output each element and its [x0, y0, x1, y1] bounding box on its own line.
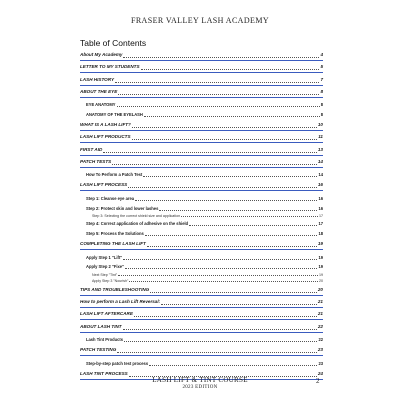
toc-entry-page: 5	[320, 64, 323, 70]
toc-leader-dots	[112, 164, 317, 165]
toc-entry-label: LASH LIFT PROCESS	[80, 182, 128, 188]
toc-entry[interactable]	[80, 119, 323, 131]
footer-edition: 2023 EDITION	[182, 385, 218, 390]
toc-entry-page: 8	[320, 88, 323, 94]
toc-leader-dots	[161, 304, 317, 305]
toc-entry-page: 13	[317, 146, 323, 152]
toc-entry-page: 19	[318, 254, 323, 260]
toc-entry[interactable]	[80, 344, 323, 356]
toc-leader-dots	[117, 352, 317, 353]
toc-entry-label: TIPS AND TROUBLESHOOTING	[80, 286, 150, 292]
toc-entry[interactable]	[80, 109, 323, 119]
toc-entry-page: 4	[320, 52, 323, 58]
toc-entry-label: ABOUT LASH TINT	[80, 323, 122, 329]
toc-leader-dots	[189, 225, 317, 226]
toc-entry-page: 10	[317, 122, 323, 128]
toc-leader-dots	[144, 116, 320, 117]
toc-entry-label: EYE ANATOMY	[86, 102, 116, 108]
toc-leader-dots	[143, 176, 317, 177]
toc-entry-label: How to perform a Lash Lift Reversal:	[80, 299, 161, 305]
toc-entry-page: 19	[317, 241, 323, 247]
toc-entry-label: LASH LIFT AFTERCARE	[80, 311, 133, 317]
toc-entry-label: WHAT IS A LASH LIFT?	[80, 122, 131, 128]
toc-entry-label: Step-by-step patch test process	[86, 360, 149, 366]
toc-entry-page: 19	[319, 272, 323, 277]
toc-entry-page: 14	[317, 158, 323, 164]
toc-entry-label: Apply Step 3 "Nourish"	[92, 278, 129, 283]
toc-entry-page: 18	[318, 231, 323, 237]
toc-entry-page: 8	[320, 102, 323, 108]
toc-entry-page: 17	[319, 213, 323, 218]
toc-leader-dots	[103, 152, 317, 153]
toc-leader-dots	[118, 94, 319, 95]
toc-entry-page: 16	[317, 182, 323, 188]
toc-entry[interactable]	[80, 49, 323, 61]
toc-entry[interactable]	[80, 131, 323, 143]
toc-entry-label: Lash Tint Products	[86, 337, 123, 343]
page-number: 2	[316, 377, 320, 385]
toc-leader-dots	[149, 365, 317, 366]
toc-entry-page: 19	[318, 264, 323, 270]
toc-entry-page: 14	[318, 172, 323, 178]
toc-entry[interactable]	[80, 358, 323, 368]
toc-entry[interactable]	[80, 143, 323, 155]
toc-leader-dots	[129, 281, 318, 282]
toc-leader-dots	[118, 275, 318, 276]
toc-entry-label: LETTER TO MY STUDENTS	[80, 64, 140, 70]
toc-entry-label: FIRST AID	[80, 146, 103, 152]
toc-entry-label: Apply Step 2 "Fixe"	[86, 264, 125, 270]
toc-entry-page: 21	[317, 299, 323, 305]
footer-course: LASH LIFT & TINT COURSE	[152, 376, 248, 384]
toc-entry[interactable]	[80, 170, 323, 180]
toc-leader-dots	[123, 259, 317, 260]
toc-entry-label: Step 1: Cleanse eye area	[86, 196, 135, 202]
toc-entry-label: Step 4: Correct application of adhesive on the shield	[86, 221, 189, 227]
toc-entry[interactable]	[80, 252, 323, 262]
toc-entry-label: LASH LIFT PRODUCTS	[80, 134, 131, 140]
toc-entry[interactable]	[80, 203, 323, 213]
toc-entry[interactable]	[80, 179, 323, 191]
toc-entry-page: 24	[317, 371, 323, 377]
toc-entry-label: ANATOMY OF THE EYELASH	[86, 111, 143, 117]
toc-entry-page: 11	[318, 134, 323, 140]
toc-entry-label: About My Academy	[80, 52, 123, 58]
toc-entry-page: 17	[318, 221, 323, 227]
toc-entry-page: 22	[317, 323, 323, 329]
toc-entry-label: Next Step "Tint"	[92, 272, 118, 277]
toc-leader-dots	[132, 139, 318, 140]
toc-entry[interactable]	[80, 219, 323, 229]
toc-entry-page: 22	[318, 337, 323, 343]
toc-entry[interactable]	[80, 284, 323, 296]
toc-entry-page: 8	[320, 111, 323, 117]
toc-entry-label: LASH TINT PROCESS	[80, 371, 128, 377]
page-footer	[0, 376, 400, 391]
toc-entry-label: PATCH TESTING	[80, 347, 117, 353]
toc-leader-dots	[159, 210, 317, 211]
toc-leader-dots	[135, 200, 317, 201]
toc-title: Table of Contents	[80, 38, 147, 48]
toc-leader-dots	[128, 187, 317, 188]
toc-entry-label: How To Perform a Patch Test	[86, 172, 143, 178]
toc-leader-dots	[150, 292, 317, 293]
toc-entry-page: 16	[318, 205, 323, 211]
toc-leader-dots	[117, 106, 320, 107]
toc-entry[interactable]	[80, 308, 323, 320]
toc-entry[interactable]	[80, 100, 323, 110]
toc-leader-dots	[115, 82, 319, 83]
toc-entry-label: Step 5: Process the Solutions	[86, 231, 144, 237]
toc-entry-label: Step 2: Protect skin and lower lashes	[86, 205, 159, 211]
toc-entry-page: 16	[318, 196, 323, 202]
toc-leader-dots	[134, 316, 317, 317]
toc-entry-page: 23	[318, 360, 323, 366]
toc-entry-page: 20	[317, 286, 323, 292]
toc-entry[interactable]	[80, 61, 323, 73]
toc-leader-dots	[123, 57, 319, 58]
toc-entry-label: COMPLETING THE LASH LIFT	[80, 241, 146, 247]
toc-entry-label: ABOUT THE EYE	[80, 88, 118, 94]
toc-entry-label: PATCH TESTS	[80, 158, 112, 164]
toc-leader-dots	[123, 329, 317, 330]
toc-entry[interactable]	[80, 238, 323, 250]
toc-leader-dots	[125, 268, 317, 269]
toc-entry[interactable]	[80, 296, 323, 308]
toc-entry[interactable]	[80, 228, 323, 238]
toc-leader-dots	[147, 246, 317, 247]
toc-entry-label: Step 3: Selecting the correct shield size and application	[92, 213, 181, 218]
toc-leader-dots	[132, 127, 317, 128]
toc-entry[interactable]	[80, 262, 323, 272]
toc-entry-label: Apply Step 1 "Lift"	[86, 254, 123, 260]
table-of-contents	[80, 49, 323, 380]
toc-entry-page: 23	[317, 347, 323, 353]
toc-leader-dots	[181, 216, 318, 217]
toc-leader-dots	[141, 69, 320, 70]
toc-entry-label: LASH HISTORY	[80, 76, 115, 82]
academy-header: FRASER VALLEY LASH ACADEMY	[130, 16, 270, 25]
toc-entry[interactable]	[80, 320, 323, 332]
toc-leader-dots	[124, 341, 317, 342]
toc-entry-page: 7	[320, 76, 323, 82]
toc-entry[interactable]	[80, 156, 323, 168]
toc-entry[interactable]	[80, 335, 323, 345]
toc-entry-page: 21	[317, 311, 323, 317]
toc-entry-page: 20	[319, 278, 323, 283]
toc-entry[interactable]	[80, 86, 323, 98]
toc-entry[interactable]	[80, 193, 323, 203]
toc-leader-dots	[145, 235, 318, 236]
toc-entry[interactable]	[80, 73, 323, 85]
